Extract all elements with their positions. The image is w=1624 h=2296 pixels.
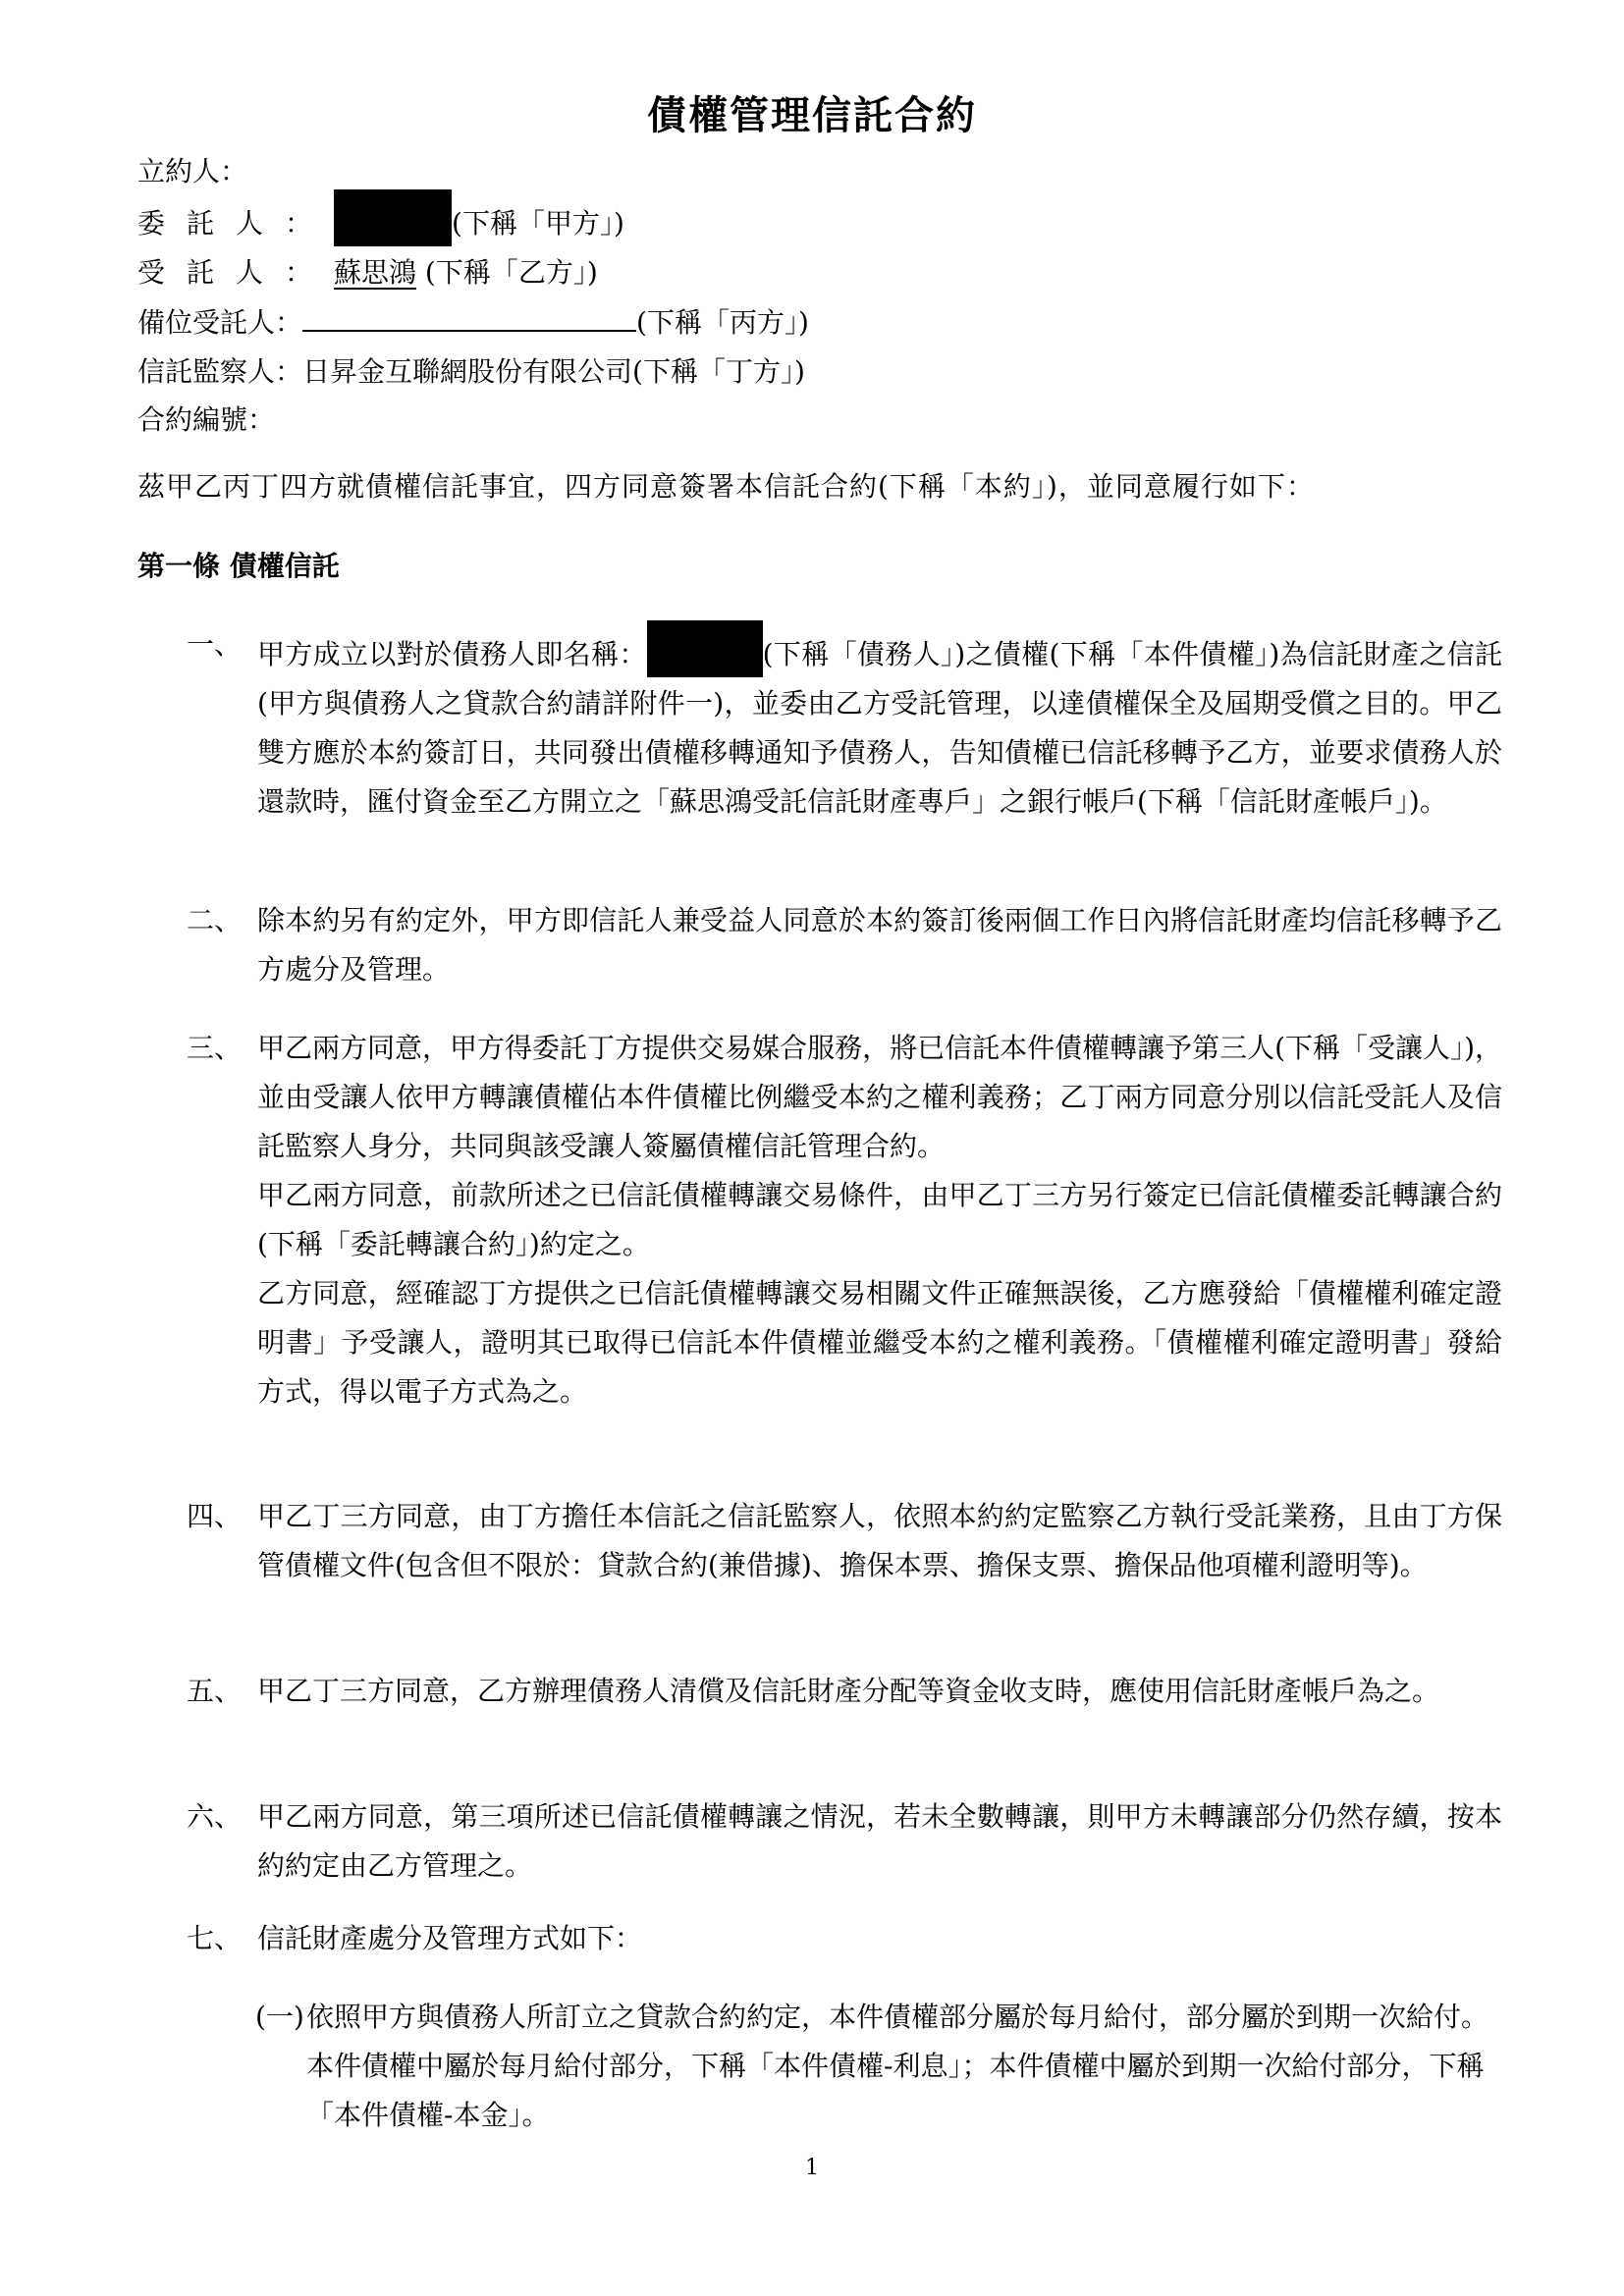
contract-number-label: 合約編號： [137,403,276,436]
item-7-text: 信託財產處分及管理方式如下： [257,1922,643,1954]
intro-paragraph: 茲甲乙丙丁四方就債權信託事宜，四方同意簽署本信託合約(下稱「本約」)，並同意履行如下： [137,470,1315,503]
redacted-trustor-name [334,189,452,246]
item-3-paragraph-2: 甲乙兩方同意，前款所述之已信託債權轉讓交易條件，由甲乙丁三方另行簽定已信託債權委託轉讓合約(下稱「委託轉讓合約」)約定之。 [257,1179,1502,1260]
item-number: 三、 [187,1032,243,1064]
item-number: 七、 [187,1922,243,1954]
backup-trustee-role: 備位受託人： [137,306,303,339]
page-number: 1 [805,2156,819,2180]
item-2-text: 除本約另有約定外，甲方即信託人兼受益人同意於本約簽訂後兩個工作日內將信託財產均信託移轉予乙方處分及管理。 [257,904,1502,986]
trustor-role: 委託人： [137,207,335,240]
item-number: 二、 [187,904,243,936]
document-title: 債權管理信託合約 [647,92,977,138]
trustee-suffix: (下稱「乙方」) [416,256,598,289]
trustor-line [137,201,624,246]
backup-trustee-suffix: (下稱「丙方」) [636,306,809,339]
article-1-title: 第一條 債權信託 [137,550,340,582]
item-3-paragraph-3: 乙方同意，經確認丁方提供之已信託債權轉讓交易相關文件正確無誤後，乙方應發給「債權權利確定證明書」予受讓人，證明其已取得已信託本件債權並繼受本約之權利義務。「債權權利確定證明書」發給方式，得以電子方式為之。 [257,1277,1502,1408]
supervisor-name: 日昇金互聯網股份有限公司 [302,355,633,388]
item-number: 六、 [187,1800,243,1833]
article-1-item-1 [187,620,1502,827]
parties-header: 立約人： [137,155,248,187]
item-5-text: 甲乙丁三方同意，乙方辦理債務人清償及信託財產分配等資金收支時，應使用信託財產帳戶為之。 [257,1675,1440,1707]
trustee-line [137,251,598,294]
item-6-text: 甲乙兩方同意，第三項所述已信託債權轉讓之情況，若未全數轉讓，則甲方未轉讓部分仍然存續，按本約約定由乙方管理之。 [257,1800,1502,1882]
supervisor-line [137,350,805,394]
sub-item-number: (一) [255,2001,304,2033]
trustor-suffix: (下稱「甲方」) [452,207,624,240]
trustee-name: 蘇思鴻 [334,256,417,289]
supervisor-role: 信託監察人： [137,355,303,388]
item-number: 一、 [187,628,243,661]
item-1-post: (下稱「債務人」)之債權(下稱「本件債權」)為信託財產之信託(甲方與債務人之貸款合約請詳附件一)，並委由乙方受託管理，以達債權保全及屆期受償之目的。甲乙雙方應於本約簽訂日，共同發出債權移轉通知予債務人，告知債權已信託移轉予乙方，並要求債務人於還款時，匯付資金至乙方開立之「蘇思鴻受託信託財產專戶」之銀行帳戶(下稱「信託財產帳戶」)。 [257,638,1502,818]
article-1-item-5 [187,1667,1502,1716]
trustee-role: 受託人： [137,256,335,289]
contract-number-line [137,399,275,442]
article-1-item-7 [187,1914,1502,1963]
item-number: 四、 [187,1500,243,1532]
supervisor-suffix: (下稱「丁方」) [632,355,805,388]
article-1-item-2 [187,896,1502,994]
redacted-debtor-name [647,620,763,677]
item-4-text: 甲乙丁三方同意，由丁方擔任本信託之信託監察人，依照本約約定監察乙方執行受託業務，且由丁方保管債權文件(包含但不限於：貸款合約(兼借據)、擔保本票、擔保支票、擔保品他項權利證明等)。 [257,1500,1502,1581]
backup-trustee-blank [302,300,636,332]
item-number: 五、 [187,1675,243,1707]
item-1-pre: 甲方成立以對於債務人即名稱： [257,638,647,670]
article-1-item-7-sub-1 [255,1993,1502,2140]
item-3-paragraph-1: 甲乙兩方同意，甲方得委託丁方提供交易媒合服務，將已信託本件債權轉讓予第三人(下稱「受讓人」)，並由受讓人依甲方轉讓債權佔本件債權比例繼受本約之權利義務；乙丁兩方同意分別以信託受託人及信託監察人身分，共同與該受讓人簽屬債權信託管理合約。 [257,1032,1502,1162]
sub-1-text: 依照甲方與債務人所訂立之貸款合約約定，本件債權部分屬於每月給付，部分屬於到期一次給付。本件債權中屬於每月給付部分，下稱「本件債權-利息」；本件債權中屬於到期一次給付部分，下稱「本件債權-本金」。 [306,2001,1489,2131]
article-1-item-6 [187,1792,1502,1891]
article-1-item-3 [187,1024,1502,1416]
backup-trustee-line [137,300,809,345]
article-1-item-4 [187,1492,1502,1590]
